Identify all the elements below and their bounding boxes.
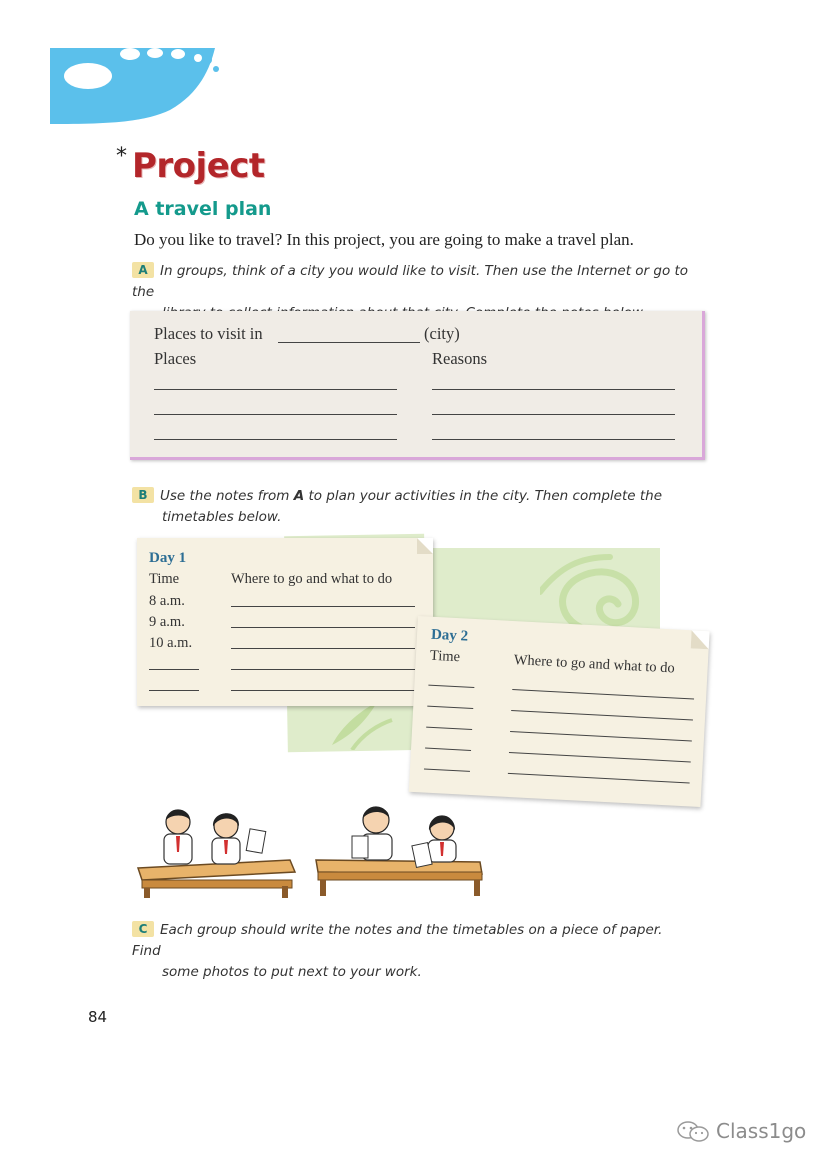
instruction-a-line1: In groups, think of a city you would like to visit. Then use the Internet or go to the	[132, 263, 689, 300]
day2-corner-fold	[691, 630, 710, 649]
instruction-b-line2: timetables below.	[162, 509, 282, 525]
day1-time-2: 9 a.m.	[149, 614, 185, 630]
page-number: 84	[88, 1008, 108, 1026]
places-to-visit-label: Places to visit in	[154, 324, 263, 343]
day2-time-blank-5[interactable]	[424, 769, 470, 772]
reasons-blank-1[interactable]	[432, 389, 675, 390]
day1-timetable-card	[137, 538, 433, 706]
instruction-b	[132, 486, 692, 528]
city-suffix-label: (city)	[424, 324, 460, 343]
day2-time-blank-1[interactable]	[428, 685, 474, 688]
day2-time-blank-4[interactable]	[425, 748, 471, 751]
badge-a: A	[132, 262, 154, 278]
day2-heading: Day 2	[430, 626, 469, 645]
instruction-b-line1-pre: Use the notes from	[160, 488, 294, 504]
reasons-blank-2[interactable]	[432, 414, 675, 415]
day1-corner-fold	[417, 538, 433, 554]
instruction-b-line1-bold: A	[293, 488, 305, 504]
day2-time-blank-3[interactable]	[426, 727, 472, 730]
instruction-b-line1-post: to plan your activities in the city. Then complete the	[304, 488, 663, 504]
places-blank-2[interactable]	[154, 414, 397, 415]
places-blank-3[interactable]	[154, 439, 397, 440]
city-blank[interactable]	[278, 342, 420, 343]
page-title: Project	[132, 146, 265, 186]
wechat-icon	[676, 1120, 710, 1142]
day1-where-header: Where to go and what to do	[231, 571, 393, 587]
asterisk-mark: *	[116, 144, 127, 169]
places-column-header: Places	[154, 349, 197, 368]
instruction-c-line1: Each group should write the notes and the timetables on a piece of paper. Find	[132, 922, 663, 959]
day2-activity-blank-1[interactable]	[512, 689, 694, 700]
day1-activity-blank-2[interactable]	[231, 627, 415, 628]
day2-activity-blank-4[interactable]	[509, 752, 691, 763]
day1-activity-blank-1[interactable]	[231, 606, 415, 607]
day2-activity-blank-2[interactable]	[511, 710, 693, 721]
day2-time-header: Time	[429, 647, 461, 666]
day1-time-1: 8 a.m.	[149, 593, 185, 609]
badge-c: C	[132, 921, 154, 937]
places-blank-1[interactable]	[154, 389, 397, 390]
day1-time-blank-4[interactable]	[149, 669, 199, 670]
day1-activity-blank-5[interactable]	[231, 690, 415, 691]
day1-time-3: 10 a.m.	[149, 635, 193, 651]
day2-where-header: Where to go and what to do	[513, 652, 676, 677]
page-subtitle: A travel plan	[134, 198, 272, 220]
day1-heading: Day 1	[149, 550, 187, 566]
day1-activity-blank-4[interactable]	[231, 669, 415, 670]
day2-activity-blank-5[interactable]	[508, 773, 690, 784]
students-illustration	[130, 800, 490, 900]
instruction-c	[132, 920, 692, 983]
day2-timetable-card	[409, 616, 710, 807]
badge-b: B	[132, 487, 154, 503]
day1-time-blank-5[interactable]	[149, 690, 199, 691]
intro-text: Do you like to travel? In this project, you are going to make a travel plan.	[134, 230, 634, 249]
reasons-column-header: Reasons	[432, 349, 487, 368]
notes-box	[130, 311, 705, 460]
day1-time-header: Time	[149, 571, 180, 587]
instruction-c-line2: some photos to put next to your work.	[162, 964, 422, 980]
watermark-text: Class1go	[716, 1119, 807, 1143]
reasons-blank-3[interactable]	[432, 439, 675, 440]
day2-activity-blank-3[interactable]	[510, 731, 692, 742]
day2-time-blank-2[interactable]	[427, 706, 473, 709]
cloud-blob-decoration	[50, 48, 230, 124]
day1-activity-blank-3[interactable]	[231, 648, 415, 649]
